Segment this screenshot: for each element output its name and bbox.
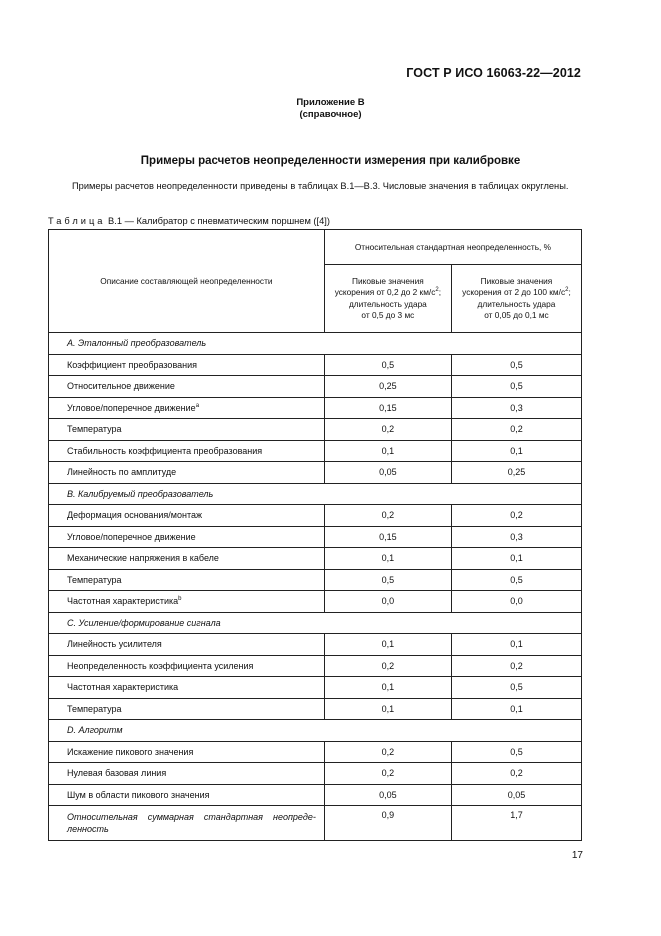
row-value-2: 0,2 [451, 505, 581, 527]
table-body [49, 333, 582, 841]
table-row [49, 655, 582, 677]
row-label: Шум в области пикового значения [49, 784, 325, 806]
row-value-2: 0,1 [451, 440, 581, 462]
table-row [49, 440, 582, 462]
row-value-2: 0,3 [451, 397, 581, 419]
table-row [49, 354, 582, 376]
uncertainty-table [48, 229, 582, 841]
row-label: Деформация основания/монтаж [49, 505, 325, 527]
section-row [49, 333, 582, 355]
row-value-1: 0,2 [324, 655, 451, 677]
row-value-1: 0,1 [324, 440, 451, 462]
section-title: С. Усиление/формирование сигнала [49, 612, 582, 634]
row-value-2: 0,05 [451, 784, 581, 806]
table-row [49, 548, 582, 570]
total-label: Относительная суммарная стандартная неопределенность [49, 806, 325, 841]
row-label: Угловое/поперечное движение [49, 526, 325, 548]
row-label: Температура [49, 569, 325, 591]
total-row [49, 806, 582, 841]
header-sub-1-line-3: длительность удара [348, 298, 427, 309]
row-value-2: 0,5 [451, 677, 581, 699]
row-label: Частотная характеристика [49, 677, 325, 699]
header-sub-1-line-2: ускорения от 0,2 до 2 $км/с^2$; [334, 287, 442, 297]
row-label: Относительное движение [49, 376, 325, 398]
section-title: В. Калибруемый преобразователь [49, 483, 582, 505]
header-sub-1-line-4: от 0,5 до 3 мс [361, 310, 415, 320]
total-value-1: 0,9 [324, 806, 451, 841]
row-value-1: 0,15 [324, 526, 451, 548]
section-row [49, 612, 582, 634]
table-row [49, 526, 582, 548]
table-row [49, 569, 582, 591]
row-label: Механические напряжения в кабеле [49, 548, 325, 570]
row-label: Угловое/поперечное движение$^a$ [49, 397, 325, 419]
row-label: Нулевая базовая линия [49, 763, 325, 785]
header-sub-1 [324, 265, 451, 333]
standard-code: ГОСТ Р ИСО 16063-22—2012 [406, 66, 581, 80]
section-title: А. Эталонный преобразователь [49, 333, 582, 355]
table-caption-text: В.1 — Калибратор с пневматическим поршнем ([4]) [108, 216, 330, 226]
page-number: 17 [571, 850, 583, 861]
table-row [49, 591, 582, 613]
row-value-1: 0,2 [324, 505, 451, 527]
table-row [49, 677, 582, 699]
table-caption [48, 216, 330, 226]
section-title: D. Алгоритм [49, 720, 582, 742]
header-sub-2-line-2: ускорения от 2 до 100 $км/с^2$; [462, 287, 571, 297]
row-value-2: 0,2 [451, 419, 581, 441]
table-row [49, 462, 582, 484]
table-row [49, 763, 582, 785]
row-value-2: 0,1 [451, 548, 581, 570]
table-row [49, 784, 582, 806]
row-label: Температура [49, 419, 325, 441]
table-row [49, 376, 582, 398]
header-sub-2-line-3: длительность удара [477, 298, 556, 309]
table-row [49, 741, 582, 763]
table-caption-prefix: Таблица [48, 216, 106, 226]
row-value-1: 0,5 [324, 354, 451, 376]
row-value-1: 0,5 [324, 569, 451, 591]
row-value-2: 0,0 [451, 591, 581, 613]
header-sub-1-line-1: Пиковые значения [352, 275, 424, 286]
section-row [49, 720, 582, 742]
row-value-2: 0,5 [451, 376, 581, 398]
row-value-2: 0,5 [451, 741, 581, 763]
row-value-2: 0,5 [451, 354, 581, 376]
row-value-2: 0,2 [451, 763, 581, 785]
header-sub-2-line-1: Пиковые значения [480, 275, 553, 286]
footnote-marker: a [195, 402, 200, 409]
row-value-2: 0,25 [451, 462, 581, 484]
row-label: Температура [49, 698, 325, 720]
row-label: Линейность по амплитуде [49, 462, 325, 484]
intro-paragraph: Примеры расчетов неопределенности приведены в таблицах В.1—В.3. Числовые значения в таблицах округлены. [72, 181, 569, 191]
header-sub-2-line-4: от 0,05 до 0,1 мс [484, 310, 549, 320]
row-value-2: 0,1 [451, 634, 581, 656]
row-label: Искажение пикового значения [49, 741, 325, 763]
table-row [49, 419, 582, 441]
section-title: Примеры расчетов неопределенности измерения при калибровке [140, 155, 521, 167]
table-row [49, 505, 582, 527]
row-label: Частотная характеристика$^b$ [49, 591, 325, 613]
row-value-2: 0,1 [451, 698, 581, 720]
header-sub-2 [451, 265, 581, 333]
header-description: Описание составляющей неопределенности [49, 230, 325, 333]
row-value-2: 0,2 [451, 655, 581, 677]
row-value-2: 0,5 [451, 569, 581, 591]
row-value-1: 0,1 [324, 548, 451, 570]
row-value-1: 0,2 [324, 741, 451, 763]
table-row [49, 634, 582, 656]
header-group: Относительная стандартная неопределенность, % [324, 230, 581, 265]
row-value-1: 0,2 [324, 763, 451, 785]
row-value-1: 0,2 [324, 419, 451, 441]
footnote-marker: b [178, 596, 182, 603]
row-label: Неопределенность коэффициента усиления [49, 655, 325, 677]
row-value-1: 0,25 [324, 376, 451, 398]
row-value-1: 0,05 [324, 784, 451, 806]
row-value-2: 0,3 [451, 526, 581, 548]
row-value-1: 0,15 [324, 397, 451, 419]
row-label: Линейность усилителя [49, 634, 325, 656]
row-label: Стабильность коэффициента преобразования [49, 440, 325, 462]
annex-heading [0, 97, 661, 121]
row-value-1: 0,1 [324, 634, 451, 656]
table-row [49, 698, 582, 720]
row-value-1: 0,1 [324, 698, 451, 720]
annex-title: Приложение В [296, 97, 365, 108]
annex-subtitle: (справочное) [299, 109, 362, 120]
section-row [49, 483, 582, 505]
row-value-1: 0,05 [324, 462, 451, 484]
row-value-1: 0,0 [324, 591, 451, 613]
table-row [49, 397, 582, 419]
total-value-2: 1,7 [451, 806, 581, 841]
row-value-1: 0,1 [324, 677, 451, 699]
row-label: Коэффициент преобразования [49, 354, 325, 376]
